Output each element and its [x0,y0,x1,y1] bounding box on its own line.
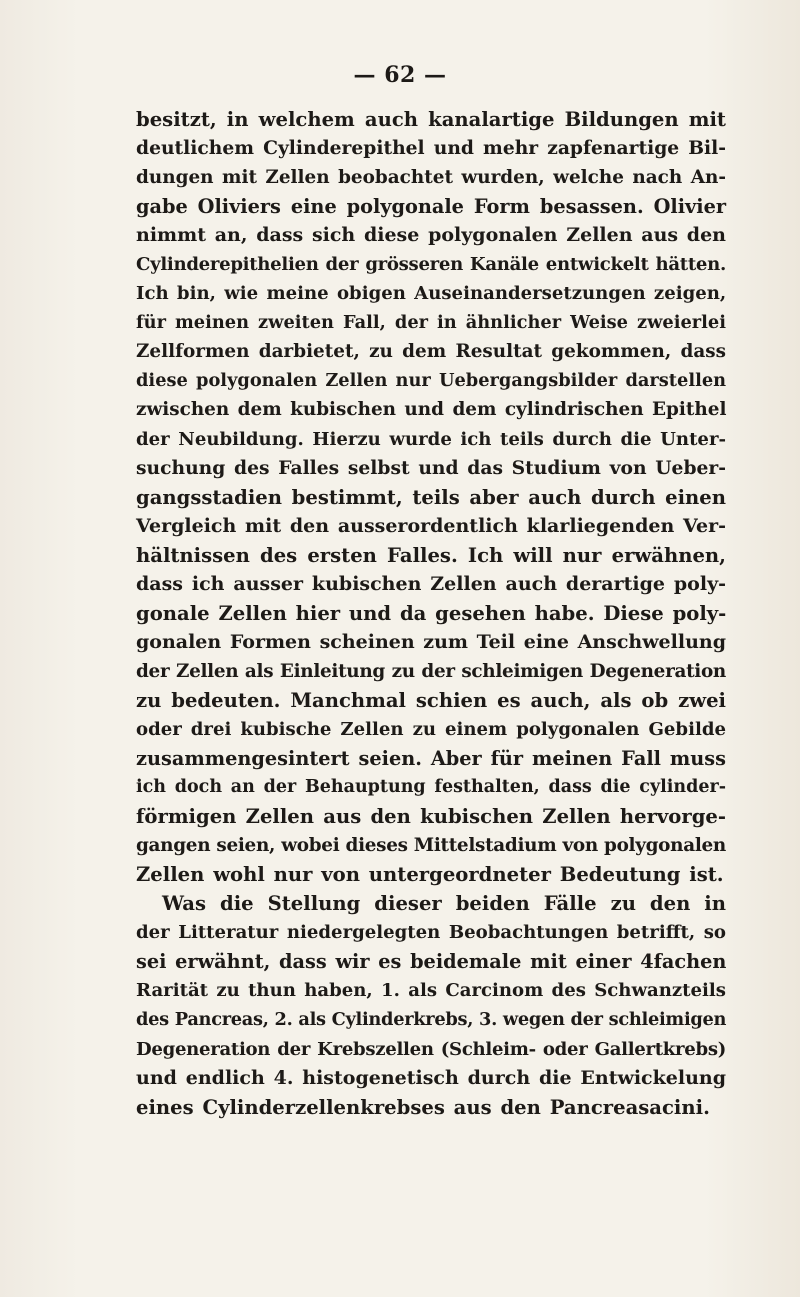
text-line: nimmt an, dass sich diese polygonalen Zellen aus den [136,224,726,247]
text-line: der Zellen als Einleitung zu der schleimigen Degeneration [136,660,726,682]
page-number-header: — 62 — [353,62,447,88]
text-line: zu bedeuten. Manchmal schien es auch, als ob zwei [136,688,726,712]
text-line: Degeneration der Krebszellen (Schleim- oder Gallertkrebs) [136,1038,726,1060]
text-line: gangen seien, wobei dieses Mittelstadium von polygonalen [136,835,726,857]
text-line: gonale Zellen hier und da gesehen habe. Diese poly- [136,601,727,625]
text-line: suchung des Falles selbst und das Studium von Ueber- [136,456,726,479]
text-line: Zellen wohl nur von untergeordneter Bedeutung ist. [136,863,724,887]
text-line: gonalen Formen scheinen zum Teil eine Anschwellung [136,630,726,653]
text-line: besitzt, in welchem auch kanalartige Bildungen mit [136,108,726,131]
text-line: Zellformen darbietet, zu dem Resultat gekommen, dass [136,341,726,363]
text-line: Cylinderepithelien der grösseren Kanäle entwickelt hätten. [136,254,726,276]
text-line: diese polygonalen Zellen nur Uebergangsbilder darstellen [136,370,727,392]
text-line: gabe Oliviers eine polygonale Form besassen. Olivier [136,195,726,219]
text-line: dass ich ausser kubischen Zellen auch derartige poly- [136,572,726,595]
body-text [136,105,726,1122]
text-line: eines Cylinderzellenkrebses aus den Pancreasacini. [136,1095,710,1119]
text-line: oder drei kubische Zellen zu einem polygonalen Gebilde [136,718,726,740]
text-line: hältnissen des ersten Falles. Ich will nur erwähnen, [136,543,726,567]
text-line: ich doch an der Behauptung festhalten, dass die cylinder- [136,777,726,798]
text-line: förmigen Zellen aus den kubischen Zellen hervorge- [136,805,726,829]
text-line: Was die Stellung dieser beiden Fälle zu den in [162,892,726,916]
text-line: zusammengesintert seien. Aber für meinen Fall muss [136,747,726,771]
text-line: gangsstadien bestimmt, teils aber auch durch einen [136,485,726,509]
text-line: der Neubildung. Hierzu wurde ich teils durch die Unter- [136,428,726,450]
text-line: der Litteratur niedergelegten Beobachtungen betrifft, so [136,922,726,944]
text-line: dungen mit Zellen beobachtet wurden, welche nach An- [136,167,726,189]
text-line: Ich bin, wie meine obigen Auseinandersetzungen zeigen, [136,283,727,305]
text-line: für meinen zweiten Fall, der in ähnlicher Weise zweierlei [136,312,726,334]
text-line: sei erwähnt, dass wir es beidemale mit einer 4fachen [136,950,727,974]
text-line: zwischen dem kubischen und dem cylindrischen Epithel [136,399,727,421]
text-line: deutlichem Cylinderepithel und mehr zapfenartige Bil- [136,137,726,160]
text-line: Vergleich mit den ausserordentlich klarliegenden Ver- [136,514,726,537]
text-line: Rarität zu thun haben, 1. als Carcinom des Schwanzteils [136,980,726,1002]
text-line: des Pancreas, 2. als Cylinderkrebs, 3. wegen der schleimigen [136,1009,727,1031]
text-line: und endlich 4. histogenetisch durch die Entwickelung [136,1066,726,1089]
